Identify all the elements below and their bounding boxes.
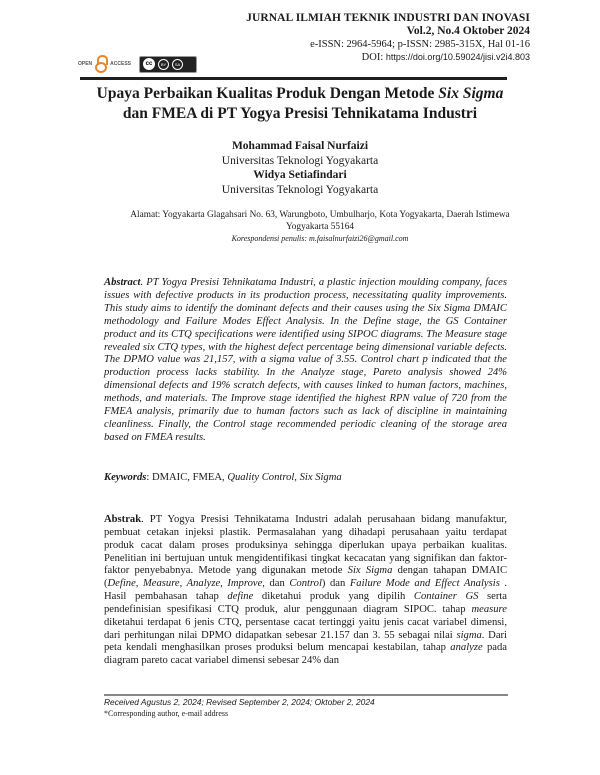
- abstrak-text-segment: . PT Yogya Presisi Tehnikatama Industri adalah perusahaan bidang manufaktur, pembuat cetakan injeksi plastik. Permasalahan yang dihadapi perusahaan yaitu terdapat produk cacat dalam proses produksinya sehingga diperlukan upaya perbaikan kualitas. Penelitian ini bertujuan untuk mengidentifikasi tingkat kecacatan yang signifikan dan faktor-faktor penyebabnya. Metode yang digunakan metode: [104, 514, 507, 577]
- creative-commons-badge: [139, 56, 197, 73]
- abstrak-italic-term: Define, Measure, Analyze, Improve: [107, 578, 263, 590]
- journal-doi: [246, 51, 530, 64]
- address-line: Alamat: Yogyakarta Glagahsari No. 63, Warungboto, Umbulharjo, Kota Yogyakarta, Daerah Istimewa Yogyakarta 55164: [130, 210, 510, 232]
- journal-volume: Vol.2, No.4 Oktober 2024: [406, 25, 530, 37]
- cc-icon: cc: [143, 58, 155, 70]
- abstrak-text-segment: diketahui terdapat 6 jenis CTQ, persentase cacat tertinggi yaitu jenis cacat variabel dimensi, dari perhitungan nilai DPMO didapatkan sebesar 21.157 dan 3. 55 sebagai nilai: [104, 616, 507, 641]
- abstract-label: Abstract: [104, 277, 141, 288]
- title-line-2: dan FMEA di PT Yogya Presisi Tehnikatama Industri: [122, 105, 478, 122]
- abstrak-text-segment: ) dan: [321, 578, 350, 590]
- cc-by-icon: BY: [158, 59, 169, 70]
- title-line-1-text: Upaya Perbaikan Kualitas Produk Dengan Metode: [96, 85, 439, 102]
- abstrak-text-segment: diketahui produk yang dipilih: [253, 591, 414, 603]
- paper-title: [40, 84, 560, 124]
- received-dates: Received Agustus 2, 2024; Revised September 2, 2024; Oktober 2, 2024: [104, 697, 375, 707]
- cc-sa-icon: SA: [172, 59, 183, 70]
- abstrak-text-segment: pada diagram pareto cacat variabel dimensi sebesar 24% dan: [104, 642, 507, 667]
- keywords-plain: : DMAIC, FMEA,: [146, 472, 228, 483]
- open-access-open-text: OPEN: [78, 61, 93, 67]
- title-line-1: [40, 84, 560, 104]
- address-block: [110, 209, 530, 245]
- journal-issn: e-ISSN: 2964-5964; p-ISSN: 2985-315X, Hal 01-16: [310, 39, 530, 50]
- abstract-text: . PT Yogya Presisi Tehnikatama Industri, a plastic injection moulding company, faces issues with defective products in its production process, necessitating quality improvements. This study aims to identify the dominant defects and their causes using the Six Sigma DMAIC methodology and Failure Modes Effect Analysis. In the Define stage, the GS Container product and its CTQ specifications were identified using SIPOC diagrams. The Measure stage revealed six CTQ types, with the highest defect percentage being dimensional variable defects. The DPMO value was 21,157, with a sigma value of 3.55. Control chart p indicated that the production process lacks stability. In the Analyze stage, Pareto analysis showed 24% dimensional defects and 19% scratch defects, with causes linked to human factors, machines, methods, and materials. The Improve stage identified the highest RPN value of 720 from the FMEA analysis, primarily due to human factors such as lack of discipline in maintaining cleanliness. Finally, the Control stage recommended periodic cleaning of the storage area based on FMEA results.: [104, 277, 507, 443]
- license-badges: [78, 55, 197, 73]
- abstrak-italic-term: Container GS: [413, 591, 479, 603]
- abstract-indonesian: [104, 514, 507, 668]
- doi-link[interactable]: https://doi.org/10.59024/jisi.v2i4.803: [385, 52, 530, 62]
- abstrak-italic-term: Control: [289, 578, 322, 590]
- author-affiliation: Universitas Teknologi Yogyakarta: [221, 183, 379, 196]
- abstrak-label: Abstrak: [104, 514, 142, 525]
- abstrak-italic-term: measure: [471, 603, 507, 615]
- author-affiliation: Universitas Teknologi Yogyakarta: [221, 154, 379, 167]
- journal-header: [246, 12, 530, 64]
- abstrak-italic-term: Failure Mode and Effect Analysis: [349, 578, 500, 590]
- abstrak-text-segment: serta pendefinisian spesifikasi CTQ produk, alur penggunaan diagram SIPOC. tahap: [104, 591, 508, 615]
- abstrak-text-segment: dengan tahapan DMAIC (: [104, 565, 508, 590]
- abstrak-text-segment: . Hasil pembahasan tahap: [104, 578, 508, 603]
- abstrak-italic-term: define: [227, 591, 254, 603]
- journal-name: JURNAL ILMIAH TEKNIK INDUSTRI DAN INOVASI: [246, 12, 530, 24]
- abstrak-text-segment: . Dari peta kendali menghasilkan proses produksi belum mencapai kestabilan, tahap: [104, 629, 507, 654]
- footer-divider: [104, 694, 508, 696]
- corresponding-note: *Corresponding author, e-mail address: [104, 709, 229, 718]
- abstrak-text: [104, 514, 507, 666]
- open-access-badge: [78, 55, 131, 73]
- abstrak-italic-term: Six Sigma: [347, 565, 393, 577]
- header-divider: [80, 77, 507, 80]
- doi-label: DOI:: [361, 52, 386, 63]
- keywords-label: Keywords: [104, 472, 147, 483]
- title-line-1-italic: Six Sigma: [438, 85, 504, 102]
- keywords: [104, 471, 507, 484]
- author-name: Mohammad Faisal Nurfaizi: [231, 140, 369, 152]
- keywords-italic: Quality Control, Six Sigma: [227, 472, 342, 483]
- footer: [104, 697, 375, 719]
- abstrak-italic-term: sigma: [456, 629, 482, 641]
- abstract-english: [104, 277, 507, 445]
- open-lock-icon: [94, 55, 108, 73]
- authors-block: [0, 139, 600, 197]
- author-name: Widya Setiafindari: [253, 169, 347, 181]
- abstrak-italic-term: analyze: [450, 642, 483, 654]
- open-access-access-text: ACCESS: [110, 61, 132, 67]
- abstrak-text-segment: , dan: [262, 578, 290, 590]
- correspondence-email: Korespondensi penulis: m.faisalnurfaizi26@gmail.com: [231, 234, 409, 243]
